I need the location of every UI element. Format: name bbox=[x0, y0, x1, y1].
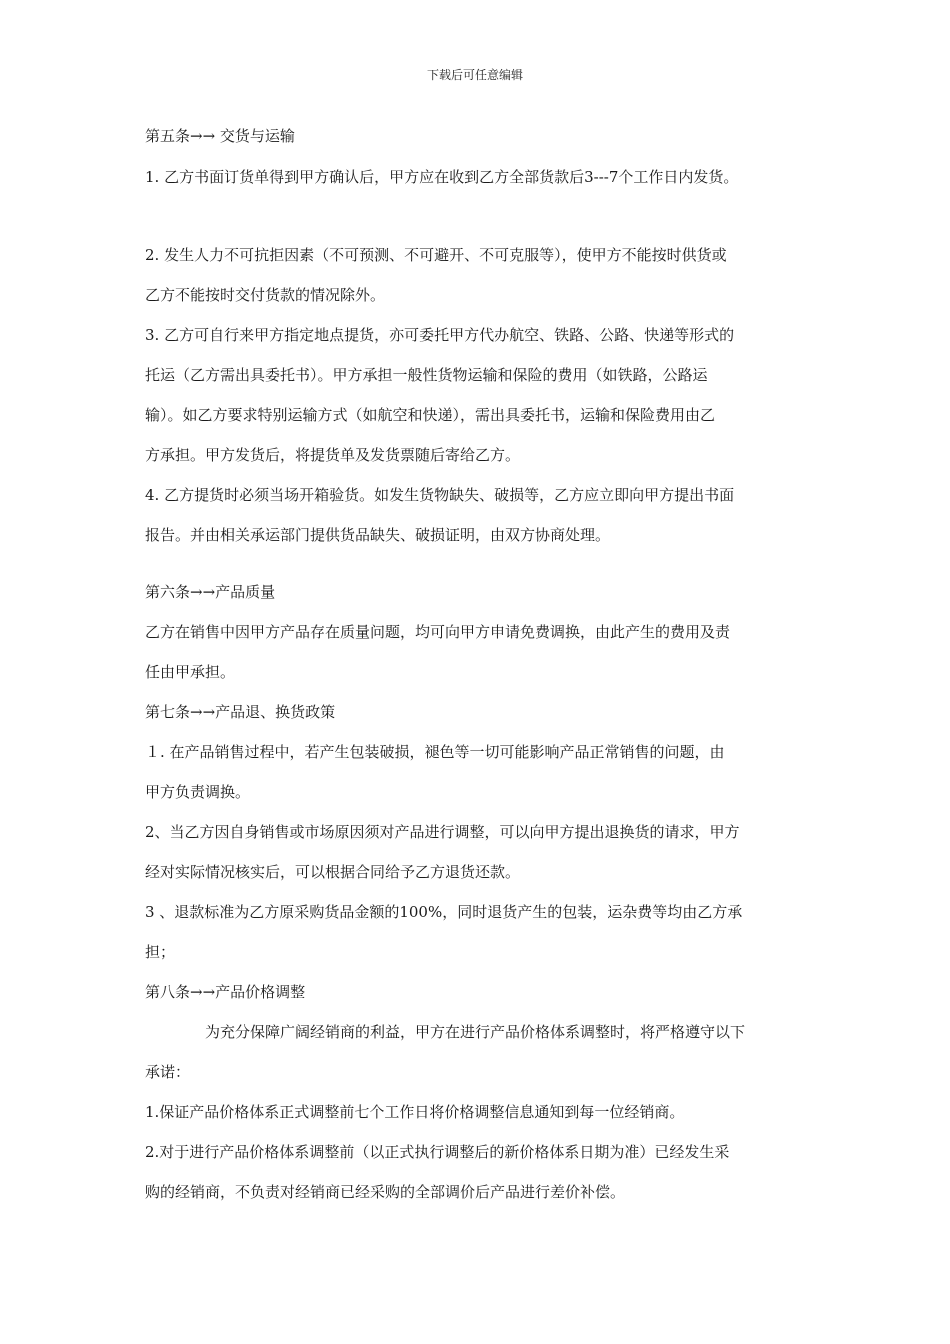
paragraph-line: 托运（乙方需出具委托书）。甲方承担一般性货物运输和保险的费用（如铁路，公路运 bbox=[145, 366, 708, 384]
article-6-heading: 第六条→→产品质量 bbox=[145, 583, 276, 601]
paragraph-line: 为充分保障广阔经销商的利益，甲方在进行产品价格体系调整时，将严格遵守以下 bbox=[205, 1023, 746, 1041]
paragraph-line: 1. 乙方书面订货单得到甲方确认后，甲方应在收到乙方全部货款后3---7个工作日内发货。 bbox=[145, 168, 739, 186]
paragraph-line: 乙方在销售中因甲方产品存在质量问题，均可向甲方申请免费调换，由此产生的费用及责 bbox=[145, 623, 731, 641]
paragraph-line: 1.保证产品价格体系正式调整前七个工作日将价格调整信息通知到每一位经销商。 bbox=[145, 1103, 685, 1121]
paragraph-line: 经对实际情况核实后，可以根据合同给予乙方退货还款。 bbox=[145, 863, 521, 881]
paragraph-line: 购的经销商，不负责对经销商已经采购的全部调价后产品进行差价补偿。 bbox=[145, 1183, 626, 1201]
paragraph-line: 方承担。甲方发货后，将提货单及发货票随后寄给乙方。 bbox=[145, 446, 521, 464]
paragraph-line: 报告。并由相关承运部门提供货品缺失、破损证明，由双方协商处理。 bbox=[145, 526, 611, 544]
article-5-heading: 第五条→→ 交货与运输 bbox=[145, 127, 295, 145]
page-header: 下载后可任意编辑 bbox=[426, 68, 523, 82]
paragraph-line: 2.对于进行产品价格体系调整前（以正式执行调整后的新价格体系日期为准）已经发生采 bbox=[145, 1143, 730, 1161]
paragraph-line: １. 在产品销售过程中，若产生包装破损，褪色等一切可能影响产品正常销售的问题，由 bbox=[145, 743, 725, 761]
paragraph-line: 3 、退款标准为乙方原采购货品金额的100%，同时退货产生的包装，运杂费等均由乙方承 bbox=[145, 903, 743, 921]
article-7-heading: 第七条→→产品退、换货政策 bbox=[145, 703, 336, 721]
paragraph-line: 2、当乙方因自身销售或市场原因须对产品进行调整，可以向甲方提出退换货的请求，甲方 bbox=[145, 823, 740, 841]
paragraph-line: 3. 乙方可自行来甲方指定地点提货，亦可委托甲方代办航空、铁路、公路、快递等形式的 bbox=[145, 326, 735, 344]
article-8-heading: 第八条→→产品价格调整 bbox=[145, 983, 306, 1001]
paragraph-line: 任由甲承担。 bbox=[145, 663, 236, 681]
paragraph-line: 甲方负责调换。 bbox=[145, 783, 251, 801]
paragraph-line: 输）。如乙方要求特别运输方式（如航空和快递），需出具委托书，运输和保险费用由乙 bbox=[145, 406, 716, 424]
paragraph-line: 2. 发生人力不可抗拒因素（不可预测、不可避开、不可克服等），使甲方不能按时供货或 bbox=[145, 246, 727, 264]
paragraph-line: 承诺： bbox=[145, 1063, 191, 1081]
paragraph-line: 4. 乙方提货时必须当场开箱验货。如发生货物缺失、破损等，乙方应立即向甲方提出书面 bbox=[145, 486, 735, 504]
paragraph-line: 担； bbox=[145, 943, 176, 961]
paragraph-line: 乙方不能按时交付货款的情况除外。 bbox=[145, 286, 386, 304]
